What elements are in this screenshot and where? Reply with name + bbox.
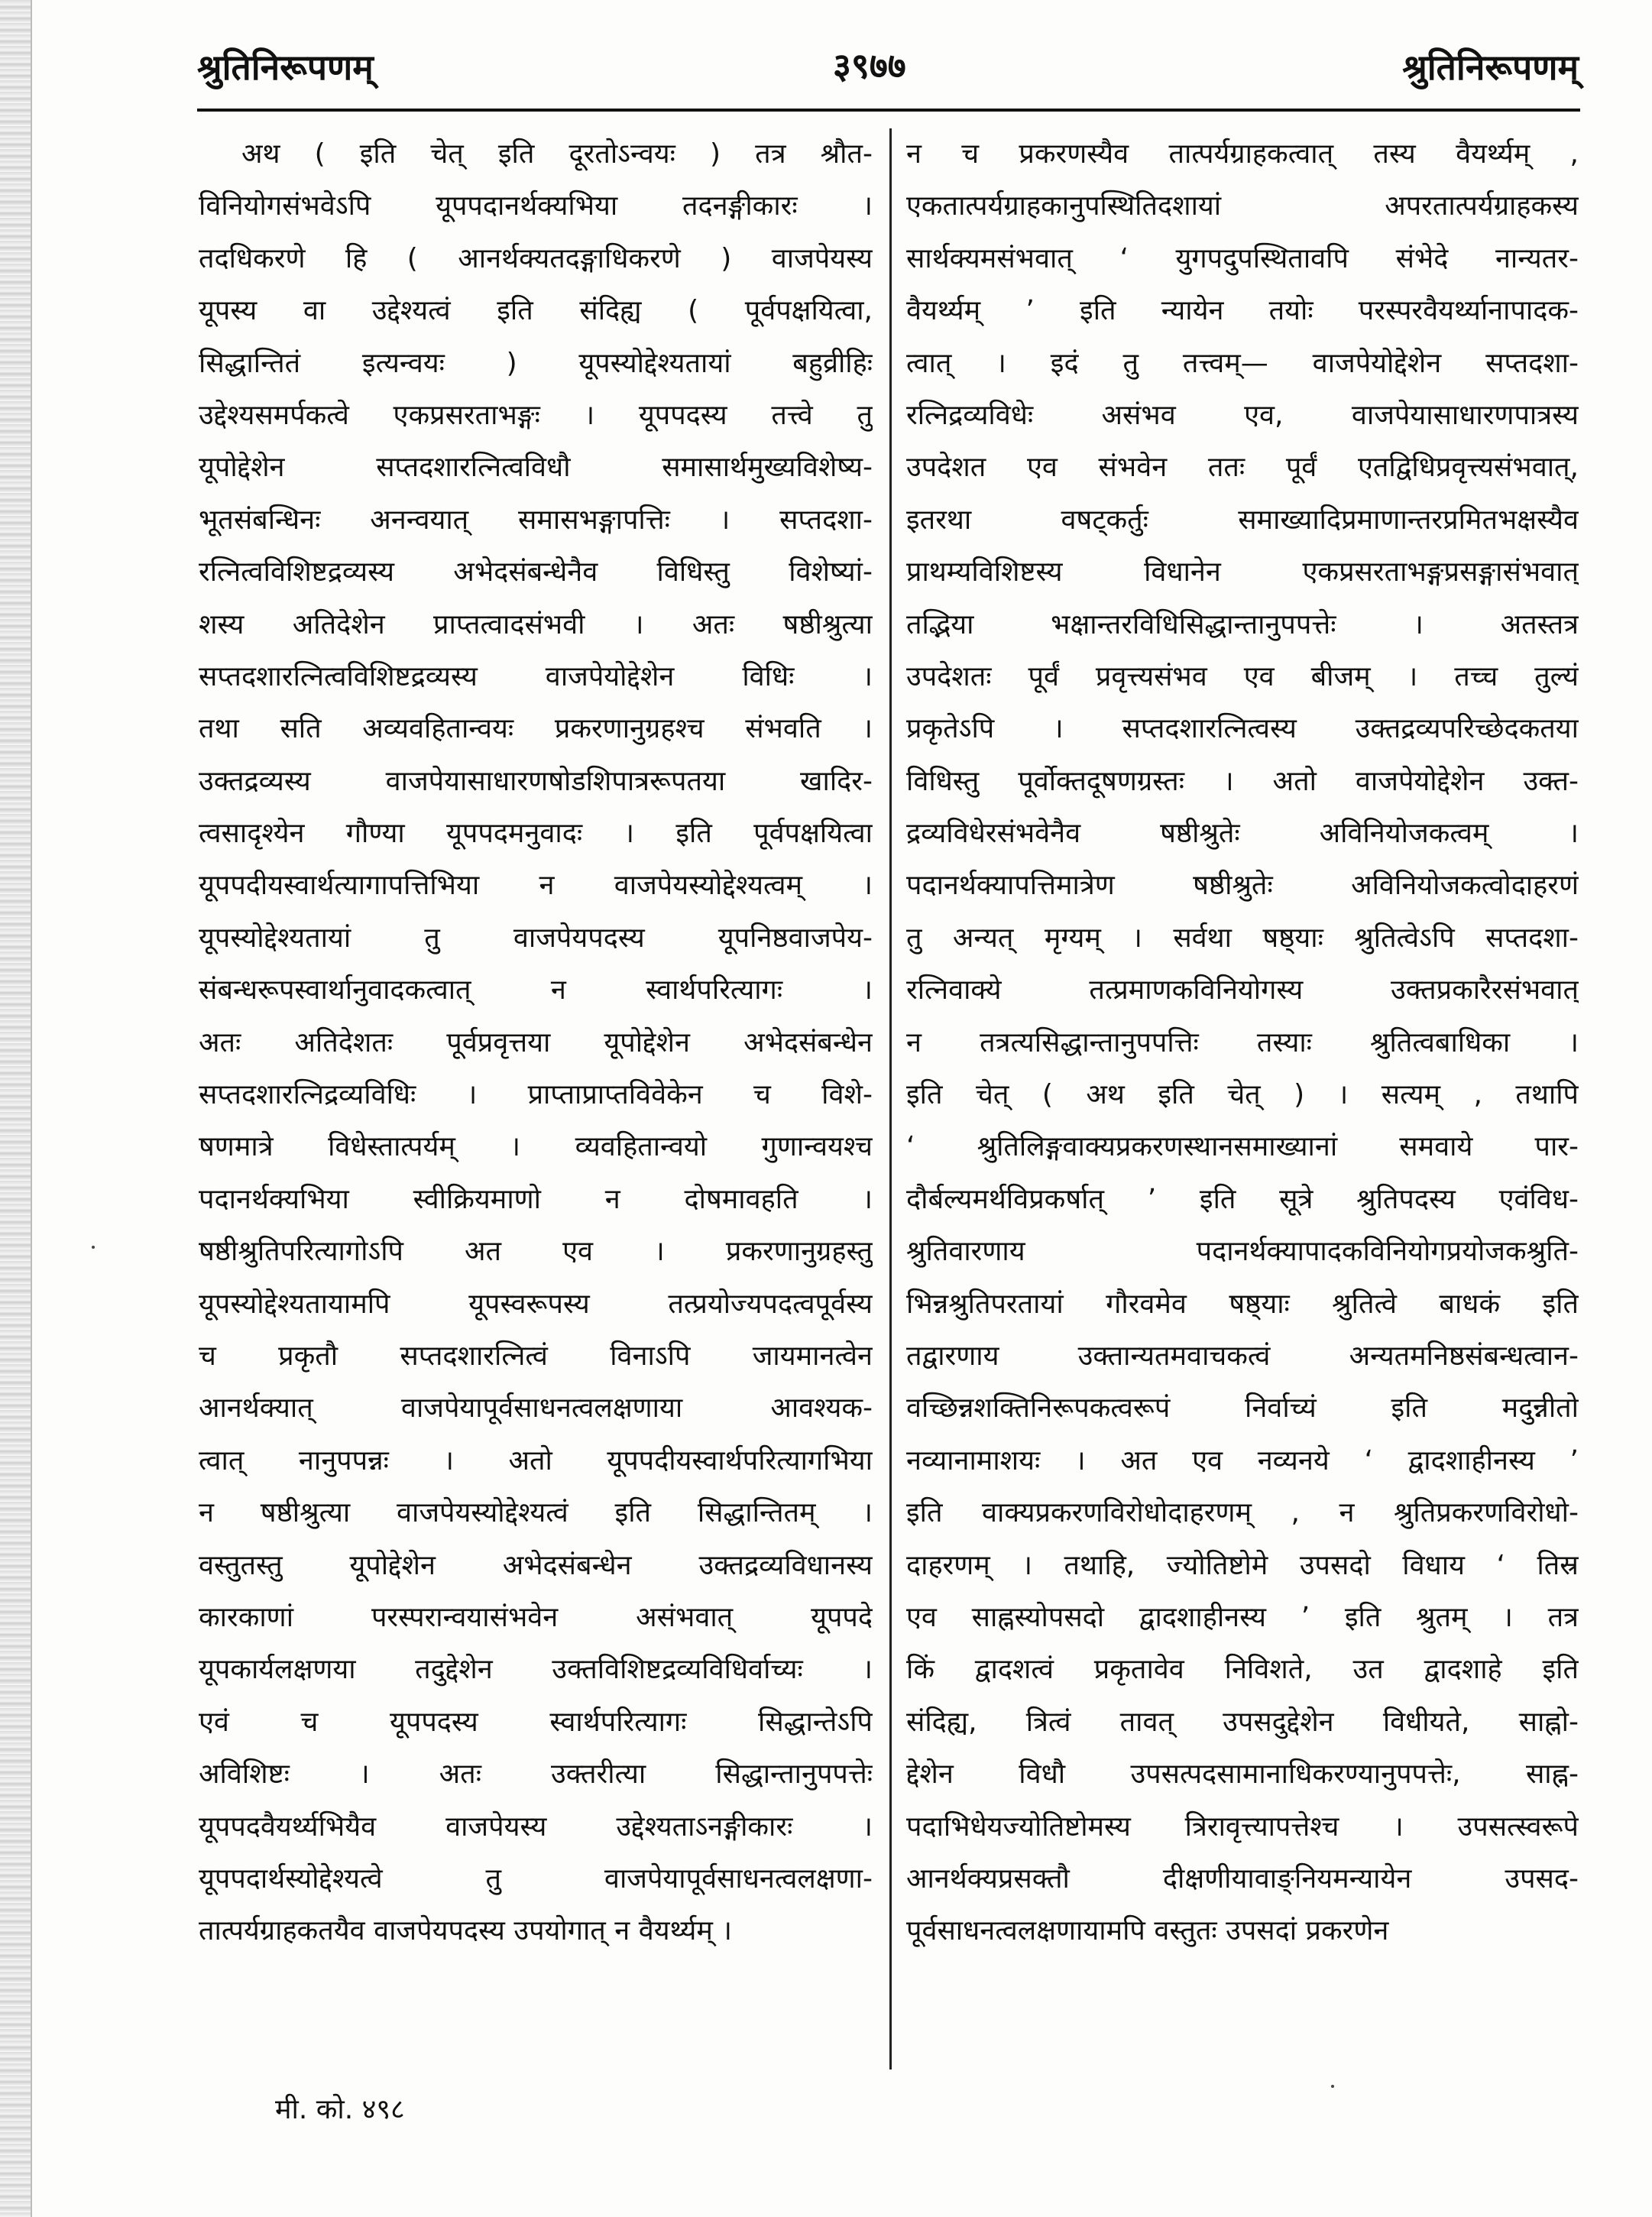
text-line: रत्निद्रव्यविधेः असंभव एव, वाजपेयासाधारणपात्रस्य: [906, 399, 1579, 431]
header-title-left: श्रुतिनिरूपणम्: [197, 47, 374, 88]
text-line: यूपपदीयस्वार्थत्यागापत्तिभिया न वाजपेयस्योद्देश्यत्वम् ।: [199, 870, 873, 902]
text-line: यूपपदवैयर्थ्यभियैव वाजपेयस्य उद्देश्यताऽनङ्गीकारः ।: [199, 1810, 873, 1843]
column-divider: [889, 128, 892, 2070]
text-line: न तत्रत्यसिद्धान्तानुपपत्तिः तस्याः श्रुतित्वबाधिका ।: [906, 1026, 1579, 1058]
text-line: च प्रकृतौ सप्तदशारत्नित्वं विनाऽपि जायमानत्वेन: [199, 1340, 873, 1372]
text-line: षष्ठीश्रुतिपरित्यागोऽपि अत एव । प्रकरणानुग्रहस्तु: [199, 1236, 873, 1268]
header-title-right: श्रुतिनिरूपणम्: [1402, 47, 1579, 88]
text-line: श्रुतिवारणाय पदानर्थक्यापादकविनियोगप्रयोजकश्रुति-: [906, 1236, 1579, 1268]
text-line: यूपस्योद्देश्यतायामपि यूपस्वरूपस्य तत्प्रयोज्यपदत्वपूर्वस्य: [199, 1288, 873, 1320]
text-line: पदानर्थक्यभिया स्वीक्रियमाणो न दोषमावहति ।: [199, 1183, 873, 1215]
text-line: एकतात्पर्यग्राहकानुपस्थितिदशायां अपरतात्पर्यग्राहकस्य: [906, 190, 1579, 222]
text-line: प्रकृतेऽपि । सप्तदशारत्नित्वस्य उक्तद्रव्यपरिच्छेदकतया: [906, 713, 1579, 745]
header-rule: [197, 109, 1580, 112]
text-line: तदधिकरणे हि ( आनर्थक्यतदङ्गाधिकरणे ) वाजपेयस्य: [199, 242, 873, 274]
text-line: शस्य अतिदेशेन प्राप्तत्वादसंभवी । अतः षष्ठीश्रुत्या: [199, 608, 873, 640]
text-line: न षष्ठीश्रुत्या वाजपेयस्योद्देश्यत्वं इति सिद्धान्तितम् ।: [199, 1497, 873, 1529]
text-line: एवं च यूपपदस्य स्वार्थपरित्यागः सिद्धान्तेऽपि: [199, 1706, 873, 1738]
text-line: त्वसादृश्येन गौण्या यूपपदमनुवादः । इति पूर्वपक्षयित्वा: [199, 818, 873, 850]
footer-signature: मी. को. ४९८: [275, 2094, 405, 2125]
text-line: आनर्थक्यात् वाजपेयापूर्वसाधनत्वलक्षणाया आवश्यक-: [199, 1392, 873, 1425]
text-line: उपदेशतः पूर्वं प्रवृत्त्यसंभव एव बीजम् । तच्च तुल्यं: [906, 660, 1579, 692]
text-line: अतः अतिदेशतः पूर्वप्रवृत्तया यूपोद्देशेन अभेदसंबन्धेन: [199, 1026, 873, 1058]
text-line: भूतसंबन्धिनः अनन्वयात् समासभङ्गापत्तिः । सप्तदशा-: [199, 504, 873, 536]
text-line: उद्देश्यसमर्पकत्वे एकप्रसरताभङ्गः । यूपपदस्य तत्त्वे तु: [199, 399, 873, 431]
text-line: दौर्बल्यमर्थविप्रकर्षात् ’ इति सूत्रे श्रुतिपदस्य एवंविध-: [906, 1183, 1579, 1215]
text-line: तु अन्यत् मृग्यम् । सर्वथा षष्ठ्याः श्रुतित्वेऽपि सप्तदशा-: [906, 922, 1579, 954]
text-line: उपदेशत एव संभवेन ततः पूर्वं एतद्विधिप्रवृत्त्यसंभवात्,: [906, 452, 1579, 484]
text-line: संबन्धरूपस्वार्थानुवादकत्वात् न स्वार्थपरित्यागः ।: [199, 974, 873, 1006]
text-line: सिद्धान्तितं इत्यन्वयः ) यूपस्योद्देश्यतायां बहुव्रीहिः: [199, 347, 873, 379]
text-line: द्देशेन विधौ उपसत्पदसामानाधिकरण्यानुपपत्तेः, साह्न-: [906, 1758, 1579, 1791]
text-line: तात्पर्यग्राहकतयैव वाजपेयपदस्य उपयोगात् न वैयर्थ्यम् ।: [199, 1915, 732, 1947]
text-line: सप्तदशारत्निद्रव्यविधिः । प्राप्ताप्राप्तविवेकेन च विशे-: [199, 1079, 873, 1111]
text-line: नव्यानामाशयः । अत एव नव्यनये ‘ द्वादशाहीनस्य ’: [906, 1444, 1579, 1476]
text-line: यूपस्य वा उद्देश्यत्वं इति संदिह्य ( पूर्वपक्षयित्वा,: [199, 295, 873, 327]
text-line: दाहरणम् । तथाहि, ज्योतिष्टोमे उपसदो विधाय ‘ तिस्र: [906, 1549, 1579, 1581]
text-line: यूपकार्यलक्षणया तदुद्देशेन उक्तविशिष्टद्रव्यविधिर्वाच्यः ।: [199, 1654, 873, 1686]
text-line: इतरथा वषट्कर्तुः समाख्यादिप्रमाणान्तरप्रमितभक्षस्यैव: [906, 504, 1579, 536]
text-line: विधिस्तु पूर्वोक्तदूषणग्रस्तः । अतो वाजपेयोद्देशेन उक्त-: [906, 765, 1579, 797]
text-line: इति चेत् ( अथ इति चेत् ) । सत्यम् , तथापि: [906, 1079, 1579, 1111]
text-line: सार्थक्यमसंभवात् ‘ युगपदुपस्थितावपि संभेदे नान्यतर-: [906, 242, 1579, 274]
scan-speck: [1331, 2085, 1334, 2088]
text-line: रत्नित्वविशिष्टद्रव्यस्य अभेदसंबन्धेनैव विधिस्तु विशेष्यां-: [199, 556, 873, 588]
text-line: इति वाक्यप्रकरणविरोधोदाहरणम् , न श्रुतिप्रकरणविरोधो-: [906, 1497, 1579, 1529]
left-column: [199, 128, 873, 2073]
text-line: यूपोद्देशेन सप्तदशारत्नित्वविधौ समासार्थमुख्यविशेष्य-: [199, 452, 873, 484]
text-line: तद्वारणाय उक्तान्यतमवाचकत्वं अन्यतमनिष्ठसंबन्धत्वान-: [906, 1340, 1579, 1372]
text-line: उक्तद्रव्यस्य वाजपेयासाधारणषोडशिपात्ररूपतया खादिर-: [199, 765, 873, 797]
text-line: तथा सति अव्यवहितान्वयः प्रकरणानुग्रहश्च संभवति ।: [199, 713, 873, 745]
binding-edge: [0, 0, 32, 2217]
right-column: [906, 128, 1579, 2073]
text-line: प्राथम्यविशिष्टस्य विधानेन एकप्रसरताभङ्गप्रसङ्गासंभवात्: [906, 556, 1579, 588]
text-line: यूपस्योद्देश्यतायां तु वाजपेयपदस्य यूपनिष्ठवाजपेय-: [199, 922, 873, 954]
text-line: ‘ श्रुतिलिङ्गवाक्यप्रकरणस्थानसमाख्यानां समवाये पार-: [906, 1131, 1579, 1163]
text-line: कारकाणां परस्परान्वयासंभवेन असंभवात् यूपपदे: [199, 1601, 873, 1633]
text-line: भिन्नश्रुतिपरतायां गौरवमेव षष्ठ्याः श्रुतित्वे बाधकं इति: [906, 1288, 1579, 1320]
text-line: षणमात्रे विधेस्तात्पर्यम् । व्यवहितान्वयो गुणान्वयश्च: [199, 1131, 873, 1163]
text-line: तद्भिया भक्षान्तरविधिसिद्धान्तानुपपत्तेः । अतस्तत्र: [906, 608, 1579, 640]
text-line: विनियोगसंभवेऽपि यूपपदानर्थक्यभिया तदनङ्गीकारः ।: [199, 190, 873, 222]
text-line: किं द्वादशत्वं प्रकृतावेव निविशते, उत द्वादशाहे इति: [906, 1654, 1579, 1686]
text-line: अविशिष्टः । अतः उक्तरीत्या सिद्धान्तानुपपत्तेः: [199, 1758, 873, 1791]
page-number: ३९७७: [833, 45, 906, 86]
text-line: वस्तुतस्तु यूपोद्देशेन अभेदसंबन्धेन उक्तद्रव्यविधानस्य: [199, 1549, 873, 1581]
text-line: यूपपदार्थस्योद्देश्यत्वे तु वाजपेयापूर्वसाधनत्वलक्षणा-: [199, 1862, 873, 1894]
scan-speck: [92, 1246, 95, 1249]
text-line: आनर्थक्यप्रसक्तौ दीक्षणीयावाङ्नियमन्यायेन उपसद-: [906, 1862, 1579, 1894]
text-line: अथ ( इति चेत् इति दूरतोऽन्वयः ) तत्र श्रौत-: [241, 138, 873, 170]
text-line: सप्तदशारत्नित्वविशिष्टद्रव्यस्य वाजपेयोद्देशेन विधिः ।: [199, 660, 873, 692]
text-line: त्वात् । इदं तु तत्त्वम्— वाजपेयोद्देशेन सप्तदशा-: [906, 347, 1579, 379]
text-line: वच्छिन्नशक्तिनिरूपकत्वरूपं निर्वाच्यं इति मदुन्नीतो: [906, 1392, 1579, 1425]
text-line: एव साह्नस्योपसदो द्वादशाहीनस्य ’ इति श्रुतम् । तत्र: [906, 1601, 1579, 1633]
text-line: रत्निवाक्ये तत्प्रमाणकविनियोगस्य उक्तप्रकारैरसंभवात्: [906, 974, 1579, 1006]
text-line: पदाभिधेयज्योतिष्टोमस्य त्रिरावृत्त्यापत्तेश्च । उपसत्स्वरूपे: [906, 1810, 1579, 1843]
text-line: द्रव्यविधेरसंभवेनैव षष्ठीश्रुतेः अविनियोजकत्वम् ।: [906, 818, 1579, 850]
text-line: पूर्वसाधनत्वलक्षणायामपि वस्तुतः उपसदां प्रकरणेन: [906, 1915, 1389, 1947]
text-line: वैयर्थ्यम् ’ इति न्यायेन तयोः परस्परवैयर्थ्यानापादक-: [906, 295, 1579, 327]
text-line: न च प्रकरणस्यैव तात्पर्यग्राहकत्वात् तस्य वैयर्थ्यम् ,: [906, 138, 1579, 170]
text-line: संदिह्य, त्रित्वं तावत् उपसदुद्देशेन विधीयते, साह्नो-: [906, 1706, 1579, 1738]
text-line: त्वात् नानुपपन्नः । अतो यूपपदीयस्वार्थपरित्यागभिया: [199, 1444, 873, 1476]
running-header: [197, 31, 1579, 107]
text-line: पदानर्थक्यापत्तिमात्रेण षष्ठीश्रुतेः अविनियोजकत्वोदाहरणं: [906, 870, 1579, 902]
